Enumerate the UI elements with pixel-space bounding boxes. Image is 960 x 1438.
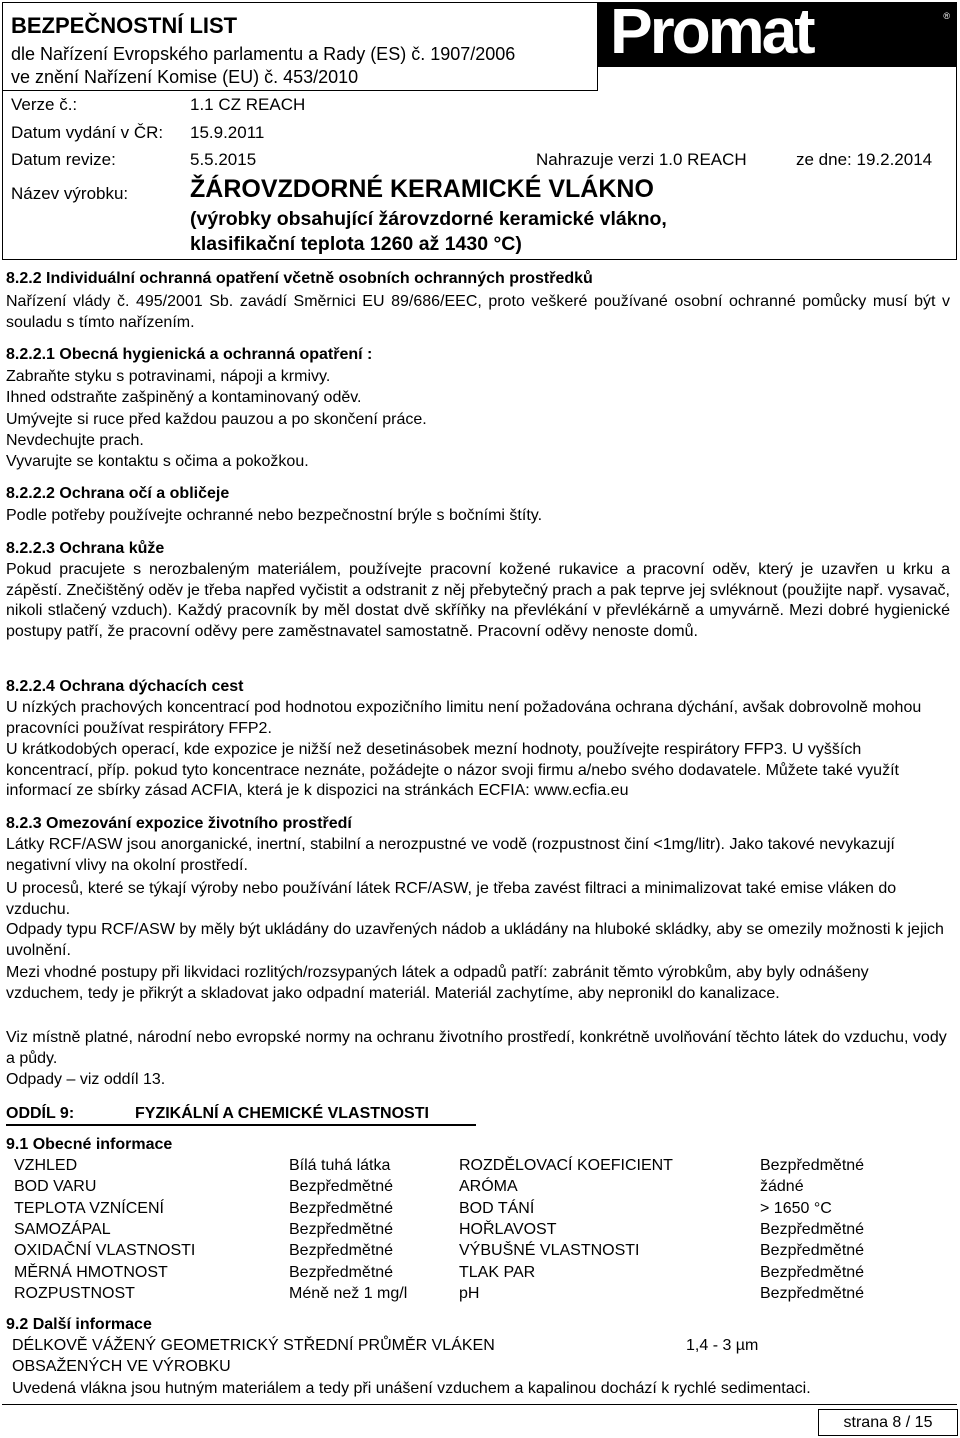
document-title: BEZPEČNOSTNÍ LIST: [11, 13, 238, 38]
property-v2-row-5: Bezpředmětné: [760, 1263, 865, 1281]
environment-text-4: Mezi vhodné postupy při likvidaci rozlitých/rozsypaných látek a odpadů patří: zabránit těmto výrobkům, aby byly odnášeny vzduchem, tedy je přikrýt a skladovat jako odpadní materiál. Materiál zachytíme, aby nepronikl do kanalizace.: [6, 964, 869, 1002]
section-8-2-2-1-heading: 8.2.2.1 Obecná hygienická a ochranná opatření :: [6, 346, 373, 363]
revision-date-value: 5.5.2015: [190, 150, 257, 169]
skin-protection-text: Pokud pracujete s nerozbaleným materiálem, používejte pracovní kožené rukavice a pracovní oděv, který je uzavřen u krku a zápěstí. Znečištěný oděv je třeba napřed vyčistit a odstranit z něj přebytečný prach a pak teprve jej svléknout (použijte např. vysavač, nikoli stlačený vzduch). Každý pracovník by měl dostat dvě skříňky na převlékání v převlékárně a umyvárně. Mezi dobré hygienické postupy patří, že pracovní oděvy pere zaměstnavatel samostatně. Pracovní oděvy nenoste domů.: [6, 561, 950, 640]
section-8-2-3-heading: 8.2.3 Omezování expozice životního prostředí: [6, 815, 352, 832]
respiratory-text-2: U krátkodobých operací, kde expozice je nižší než desetinásobek mezní hodnoty, používejte respirátory FFP3. U vyšších koncentrací, příp. pokud tyto koncentrace neznáte, požádejte o názor svoji firmu a/nebo svého dodavatele. Můžete také využít informací ze sbírky zásad ACFIA, která je k dispozici na stránkách ECFIA: www.ecfia.eu: [6, 741, 899, 799]
issue-date-label: Datum vydání v ČR:: [11, 123, 164, 142]
document-header: [2, 2, 957, 260]
section-9-title: FYZIKÁLNÍ A CHEMICKÉ VLASTNOSTI: [135, 1105, 429, 1122]
section-8-2-2-4-heading: 8.2.2.4 Ochrana dýchacích cest: [6, 678, 244, 695]
property-k2-row-0: ROZDĚLOVACÍ KOEFICIENT: [459, 1157, 673, 1174]
version-value: 1.1 CZ REACH: [190, 95, 306, 114]
section-9-1-heading: 9.1 Obecné informace: [6, 1136, 173, 1153]
page-number: strana 8 / 15: [818, 1409, 958, 1436]
header-title-block: [3, 3, 598, 91]
eye-protection-text: Podle potřeby používejte ochranné nebo bezpečnostní brýle s bočními štíty.: [6, 507, 543, 524]
respiratory-text-1: U nízkých prachových koncentrací pod hodnotou expozičního limitu není požadována ochrana dýchání, avšak dobrovolně mohou pracovníci používat respirátory FFP2.: [6, 699, 922, 737]
property-v1-row-2: Bezpředmětné: [289, 1199, 394, 1217]
property-v1-row-4: Bezpředmětné: [289, 1242, 394, 1260]
issue-date-value: 15.9.2011: [190, 123, 265, 142]
fiber-diameter-label-2: OBSAŽENÝCH VE VÝROBKU: [12, 1358, 231, 1375]
property-v2-row-6: Bezpředmětné: [760, 1284, 865, 1302]
section-8-2-2-3-heading: 8.2.2.3 Ochrana kůže: [6, 540, 165, 557]
hygiene-line-4: Nevdechujte prach.: [6, 432, 144, 449]
property-k2-row-4: VÝBUŠNÉ VLASTNOSTI: [459, 1242, 640, 1260]
property-k1-row-2: TEPLOTA VZNÍCENÍ: [14, 1199, 164, 1217]
replaces-date: ze dne: 19.2.2014: [796, 150, 933, 169]
property-v2-row-2: > 1650 °C: [760, 1199, 832, 1217]
property-k1-row-5: MĚRNÁ HMOTNOST: [14, 1263, 168, 1281]
regulation-line-1: dle Nařízení Evropského parlamentu a Rady (ES) č. 1907/2006: [11, 44, 516, 64]
revision-date-label: Datum revize:: [11, 150, 116, 169]
property-v2-row-4: Bezpředmětné: [760, 1242, 865, 1260]
fiber-diameter-value: 1,4 - 3 µm: [686, 1337, 759, 1354]
replaces-version: Nahrazuje verzi 1.0 REACH: [536, 150, 747, 169]
hygiene-line-3: Umývejte si ruce před každou pauzou a po skončení práce.: [6, 411, 427, 428]
property-v1-row-5: Bezpředmětné: [289, 1263, 394, 1281]
property-k2-row-5: TLAK PAR: [459, 1263, 536, 1281]
property-v1-row-1: Bezpředmětné: [289, 1178, 394, 1196]
environment-text-5: Viz místně platné, národní nebo evropské normy na ochranu životního prostředí, konkrétně uvolňování těchto látek do vzduchu, vody a půdy.: [6, 1029, 947, 1067]
hygiene-line-1: Zabraňte styku s potravinami, nápoji a krmivy.: [6, 368, 331, 385]
section-8-2-2-text: Nařízení vlády č. 495/2001 Sb. zavádí Směrnici EU 89/686/EEC, proto veškeré používané osobní ochranné pomůcky musí být v souladu s tímto nařízením.: [6, 293, 950, 331]
property-v1-row-0: Bílá tuhá látka: [289, 1157, 391, 1174]
section-9-2-heading: 9.2 Další informace: [6, 1316, 152, 1333]
section-9-underline: [6, 1124, 476, 1126]
property-k1-row-3: SAMOZÁPAL: [14, 1220, 111, 1238]
regulation-line-2: ve znění Nařízení Komise (EU) č. 453/2010: [11, 67, 359, 87]
section-9-label: ODDÍL 9:: [6, 1105, 75, 1122]
property-v2-row-0: Bezpředmětné: [760, 1157, 865, 1174]
section-8-2-2-2-heading: 8.2.2.2 Ochrana očí a obličeje: [6, 485, 230, 502]
property-k2-row-2: BOD TÁNÍ: [459, 1199, 535, 1217]
property-k2-row-1: ARÓMA: [459, 1178, 518, 1196]
property-k1-row-4: OXIDAČNÍ VLASTNOSTI: [14, 1242, 196, 1260]
hygiene-line-5: Vyvarujte se kontaktu s očima a pokožkou.: [6, 453, 309, 470]
product-name-label: Název výrobku:: [11, 184, 129, 203]
hygiene-line-2: Ihned odstraňte zašpiněný a kontaminovaný oděv.: [6, 389, 362, 406]
property-k2-row-3: HOŘLAVOST: [459, 1220, 557, 1238]
property-v2-row-3: Bezpředmětné: [760, 1220, 865, 1238]
logo-text: Promat: [610, 0, 813, 67]
property-k1-row-6: ROZPUSTNOST: [14, 1284, 135, 1302]
promat-logo: [598, 0, 956, 67]
property-k1-row-1: BOD VARU: [14, 1178, 97, 1196]
footer-rule: [2, 1404, 957, 1405]
logo-registered-mark: ®: [943, 11, 950, 21]
product-subtitle-1: (výrobky obsahující žárovzdorné keramické vlákno,: [190, 208, 667, 230]
sedimentation-note: Uvedená vlákna jsou hutným materiálem a tedy při unášení vzduchem a kapalinou dochází k rychlé sedimentaci.: [12, 1380, 811, 1397]
environment-text-3: Odpady typu RCF/ASW by měly být ukládány do uzavřených nádob a ukládány na hluboké skládky, aby se omezily možnosti k jejich uvolnění.: [6, 921, 944, 959]
environment-text-1: Látky RCF/ASW jsou anorganické, inertní, stabilní a nerozpustné ve vodě (rozpustnost činí <1mg/litr). Jako takové nevykazují negativní vlivy na okolní prostředí.: [6, 836, 895, 874]
product-name: ŽÁROVZDORNÉ KERAMICKÉ VLÁKNO: [190, 175, 654, 203]
environment-text-6: Odpady – viz oddíl 13.: [6, 1071, 166, 1088]
fiber-diameter-label-1: DÉLKOVĚ VÁŽENÝ GEOMETRICKÝ STŘEDNÍ PRŮMĚR VLÁKEN: [12, 1337, 495, 1354]
section-8-2-2-heading: 8.2.2 Individuální ochranná opatření včetně osobních ochranných prostředků: [6, 270, 593, 287]
property-k2-row-6: pH: [459, 1284, 480, 1302]
property-k1-row-0: VZHLED: [14, 1157, 78, 1174]
product-subtitle-2: klasifikační teplota 1260 až 1430 °C): [190, 233, 522, 255]
property-v1-row-6: Méně než 1 mg/l: [289, 1284, 408, 1302]
environment-text-2: U procesů, které se týkají výroby nebo používání látek RCF/ASW, je třeba zavést filtraci a minimalizovat také emise vláken do vzduchu.: [6, 880, 897, 918]
version-label: Verze č.:: [11, 95, 78, 114]
property-v1-row-3: Bezpředmětné: [289, 1220, 394, 1238]
property-v2-row-1: žádné: [760, 1178, 804, 1196]
